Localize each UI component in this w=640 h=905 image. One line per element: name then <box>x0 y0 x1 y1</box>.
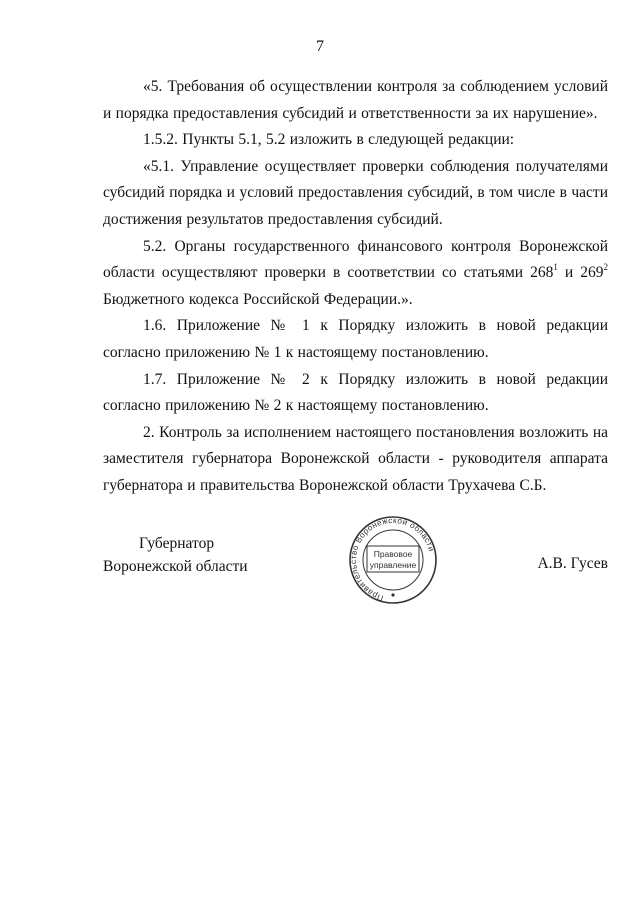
signatory-region: Воронежской области <box>103 558 248 575</box>
document-body <box>103 74 608 500</box>
page-number: 7 <box>316 38 324 55</box>
legal-department-stamp <box>343 516 443 604</box>
stamp-inner-line2: управление <box>369 560 417 570</box>
paragraph-5-2 <box>103 234 608 314</box>
stamp-graphic <box>343 516 443 604</box>
paragraph-section-5-title: «5. Требования об осуществлении контроля за соблюдением условий и порядка предоставления субсидий и ответственности за их нарушение». <box>103 78 608 122</box>
paragraph-5-2-part3: Бюджетного кодекса Российской Федерации.». <box>103 290 413 308</box>
paragraph-5-1: «5.1. Управление осуществляет проверки соблюдения получателями субсидий порядка и условий предоставления субсидий, в том числе в части достижения результатов предоставления субсидий. <box>103 157 608 228</box>
superscript-1: 1 <box>553 262 558 273</box>
signatory-title <box>103 532 248 578</box>
signatory-position: Губернатор <box>139 535 215 552</box>
paragraph-2-control: 2. Контроль за исполнением настоящего постановления возложить на заместителя губернатора Воронежской области - руководителя аппарата губернатора и правительства Воронежской области Трухачева С.Б. <box>103 423 608 494</box>
paragraph-1-7: 1.7. Приложение № 2 к Порядку изложить в новой редакции согласно приложению № 2 к настоящему постановлению. <box>103 370 608 415</box>
stamp-inner-line1: Правовое <box>373 549 413 559</box>
paragraph-5-2-part1: 5.2. Органы государственного финансового контроля Воронежской области осуществляют проверки в соответствии со статьями 268 <box>103 237 608 282</box>
paragraph-1-6: 1.6. Приложение № 1 к Порядку изложить в новой редакции согласно приложению № 1 к настоящему постановлению. <box>103 317 608 361</box>
paragraph-1-5-2: 1.5.2. Пункты 5.1, 5.2 изложить в следующей редакции: <box>143 131 515 149</box>
signatory-name: А.В. Гусев <box>537 555 608 572</box>
stamp-outer-text: Правительство Воронежской области <box>348 516 436 603</box>
stamp-star-mark <box>391 593 394 596</box>
superscript-2: 2 <box>603 262 609 273</box>
paragraph-5-2-part2: и 269 <box>557 264 604 282</box>
